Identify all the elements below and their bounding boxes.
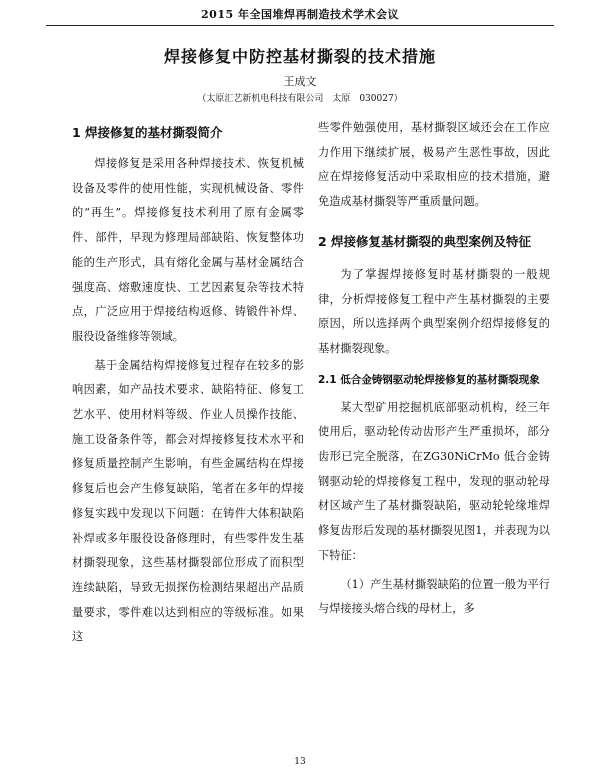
paragraph: 些零件勉强使用，基材撕裂区域还会在工作应力作用下继续扩展，极易产生恶性事故，因此应在焊接修复活动中采取相应的技术措施，避免造成基材撕裂等严重质量问题。 bbox=[318, 121, 550, 209]
page-number: 13 bbox=[294, 757, 306, 767]
section-heading-2: 2 焊接修复基材撕裂的典型案例及特征 bbox=[318, 233, 532, 249]
author-affiliation: （太原汇艺新机电科技有限公司 太原 030027） bbox=[197, 94, 403, 104]
paper-title: 焊接修复中防控基材撕裂的技术措施 bbox=[163, 47, 436, 66]
paragraph: （1）产生基材撕裂缺陷的位置一般为平行与焊接接头熔合线的母材上，多 bbox=[318, 577, 550, 616]
section-heading-1: 1 焊接修复的基材撕裂简介 bbox=[72, 125, 223, 140]
paragraph: 基于金属结构焊接修复过程存在较多的影响因素，如产品技术要求、缺陷特征、修复工艺水平、使用材料等级、作业人员操作技能、施工设备条件等，都会对焊接修复技术水平和修复质量控制产生影响，有些金属结构在焊接修复后也会产生修复缺陷，笔者在多年的焊接修复实践中发现以下问题：在铸件大体积缺陷补焊或多年服役设备修理时，有些零件发生基材撕裂现象，这些基材撕裂部位形成了而积型连续缺陷，导致无损探伤检测结果超出产品质量要求，零件难以达到相应的等级标准。如果这 bbox=[72, 358, 304, 644]
subsection-heading-2-1: 2.1 低合金铸钢驱动轮焊接修复的基材撕裂现象 bbox=[318, 373, 540, 386]
author-name: 王成文 bbox=[283, 75, 317, 88]
running-header: 2015 年全国堆焊再制造技术学术会议 bbox=[46, 6, 554, 26]
right-column bbox=[318, 118, 550, 622]
paragraph: 为了掌握焊接修复时基材撕裂的一般规律，分析焊接修复工程中产生基材撕裂的主要原因，所以选择两个典型案例介绍焊接修复的基材撕裂现象。 bbox=[318, 267, 550, 355]
left-column bbox=[72, 118, 304, 650]
paragraph: 某大型矿用挖掘机底部驱动机构，经三年使用后，驱动轮传动齿形产生严重损坏，部分齿形已完全脱落，在ZG30NiCrMo 低合金铸钢驱动轮的焊接修复工程中，发现的驱动轮母材区域产生了基材撕裂缺陷，驱动轮轮缘堆焊修复齿形后发现的基材撕裂见图1，并表现为以下特征： bbox=[318, 400, 550, 562]
paragraph: 焊接修复是采用各种焊接技术、恢复机械设备及零件的使用性能，实现机械设备、零件的“再生”。焊接修复技术利用了原有金属零件、部件，早现为修理局部缺陷、恢复整体功能的生产形式，具有熔化金属与基材金属结合强度高、熔敷速度快、工艺因素复杂等技术特点，广泛应用于焊接结构返修、铸锻件补焊、服役设备维修等领域。 bbox=[72, 157, 304, 343]
